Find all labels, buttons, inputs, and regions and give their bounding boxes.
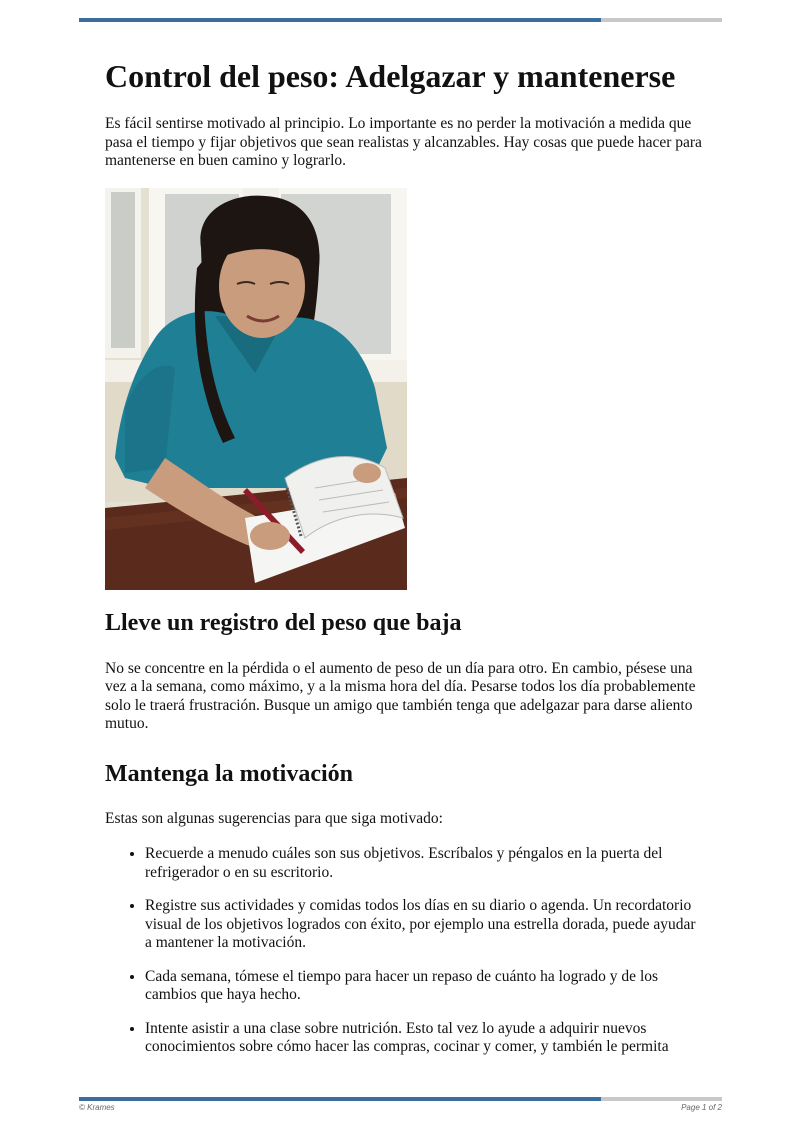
document-body [105,56,705,1072]
list-item: • Recuerde a menudo cuáles son sus objetivos. Escríbalos y péngalos en la puerta del refrigerador o en su escritorio. [145,845,705,882]
section-heading-weight-log: Lleve un registro del peso que baja [105,609,462,636]
section-body-weight-log: No se concentre en la pérdida o el aumento de peso de un día para otro. En cambio, pésese una vez a la semana, como máximo, y a la misma hora del día. Pesarse todos los día probablemente solo le traerá frustración. Busque un amigo que también tenga que adelgazar para darse aliento mutuo. [105,659,696,732]
footer-page-number: Page 1 of 2 [681,1103,722,1112]
list-item: • Cada semana, tómese el tiempo para hacer un repaso de cuánto ha logrado y de los cambios que haya hecho. [145,968,705,1005]
list-item: • Intente asistir a una clase sobre nutrición. Esto tal vez lo ayude a adquirir nuevos conocimientos sobre cómo hacer las compras, cocinar y comer, y también le permita [145,1020,705,1057]
page-title: Control del peso: Adelgazar y mantenerse [105,58,676,94]
photo-illustration [105,188,407,590]
bottom-rule [79,1097,722,1101]
intro-paragraph: Es fácil sentirse motivado al principio. Lo importante es no perder la motivación a medida que pasa el tiempo y fijar objetivos que sean realistas y alcanzables. Hay cosas que puede hacer para mantenerse en buen camino y lograrlo. [105,115,702,169]
section-body-motivation: Estas son algunas sugerencias para que siga motivado: [105,809,443,827]
top-rule [79,18,722,22]
motivation-tips-list [105,845,705,1057]
woman-writing-journal-photo [105,188,407,590]
section-heading-motivation: Mantenga la motivación [105,760,353,787]
list-item: • Registre sus actividades y comidas todos los días en su diario o agenda. Un recordatorio visual de los objetivos logrados con éxito, por ejemplo una estrella dorada, puede ayudar a mantener la motivación. [145,897,705,953]
footer-copyright: © Krames [79,1103,115,1112]
